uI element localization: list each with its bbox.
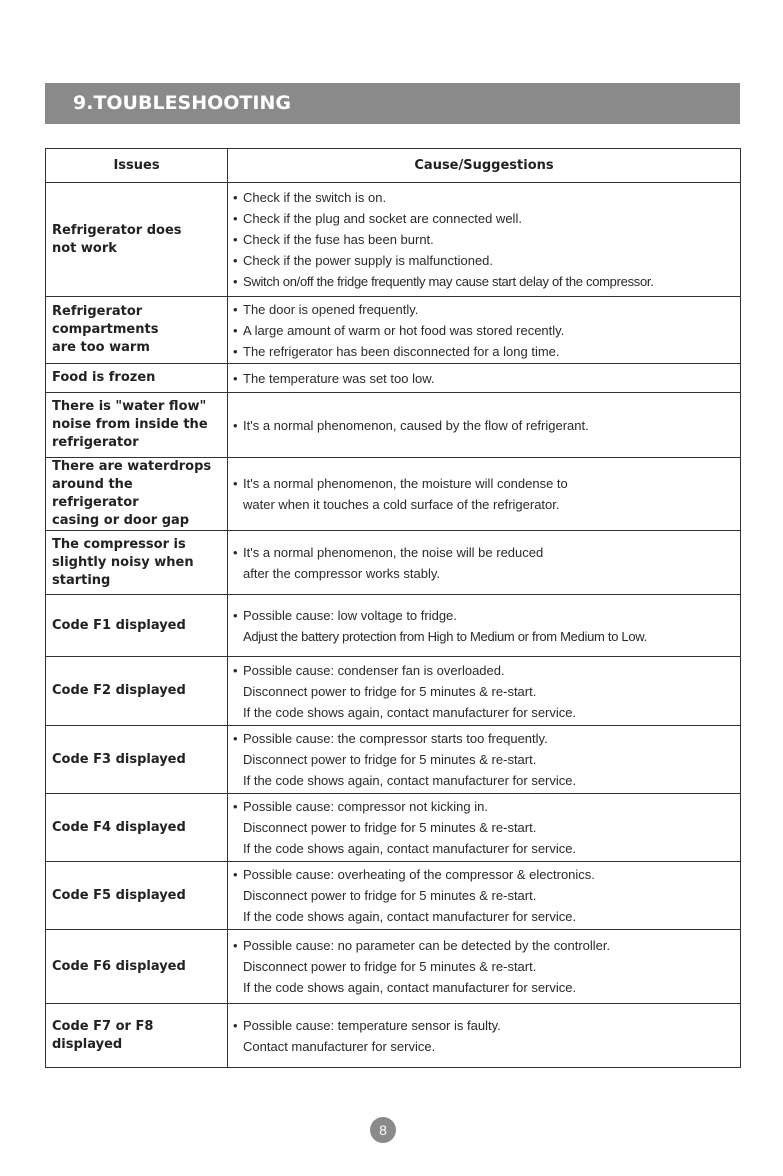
- cause-line: • The door is opened frequently.: [233, 299, 738, 320]
- table-row: [46, 862, 741, 930]
- cause-line: • Check if the power supply is malfunctioned.: [233, 250, 738, 271]
- issue-cell: Code F4 displayed: [46, 794, 228, 862]
- cause-line: • Possible cause: low voltage to fridge.: [233, 605, 738, 626]
- cause-line: • Possible cause: temperature sensor is faulty.: [233, 1015, 738, 1036]
- cause-cell: [228, 726, 741, 794]
- table-row: [46, 595, 741, 657]
- cause-cell: [228, 657, 741, 726]
- cause-line: • The refrigerator has been disconnected for a long time.: [233, 341, 738, 362]
- cause-line: • Check if the switch is on.: [233, 187, 738, 208]
- issue-cell: Code F6 displayed: [46, 930, 228, 1004]
- issues-header: Issues: [46, 149, 228, 183]
- cause-line: after the compressor works stably.: [243, 565, 440, 581]
- page-number-badge: 8: [370, 1117, 396, 1143]
- cause-line: • Possible cause: condenser fan is overloaded.: [233, 660, 738, 681]
- cause-header: Cause/Suggestions: [228, 149, 741, 183]
- cause-cell: [228, 183, 741, 297]
- table-row: [46, 531, 741, 595]
- table-row: [46, 794, 741, 862]
- cause-line: Disconnect power to fridge for 5 minutes & re-start.: [243, 888, 537, 903]
- cause-line: • It's a normal phenomenon, caused by the flow of refrigerant.: [233, 415, 738, 436]
- cause-cell: [228, 595, 741, 657]
- cause-line: • A large amount of warm or hot food was stored recently.: [233, 320, 738, 341]
- cause-line: If the code shows again, contact manufacturer for service.: [243, 704, 577, 720]
- cause-line: • The temperature was set too low.: [233, 368, 738, 389]
- cause-line: If the code shows again, contact manufacturer for service.: [243, 980, 577, 995]
- issue-cell: Refrigerator does not work: [46, 183, 228, 297]
- issue-cell: There is "water flow" noise from inside the refrigerator: [46, 393, 228, 458]
- issue-cell: Code F3 displayed: [46, 726, 228, 794]
- table-row: [46, 364, 741, 393]
- cause-cell: [228, 531, 741, 595]
- cause-line: Disconnect power to fridge for 5 minutes & re-start.: [243, 959, 537, 974]
- cause-cell: [228, 862, 741, 930]
- cause-line: If the code shows again, contact manufacturer for service.: [243, 909, 577, 924]
- cause-line: • Possible cause: compressor not kicking in.: [233, 796, 738, 817]
- cause-cell: [228, 458, 741, 531]
- cause-cell: [228, 393, 741, 458]
- cause-line: • Possible cause: overheating of the compressor & electronics.: [233, 864, 738, 885]
- issue-cell: Food is frozen: [46, 364, 228, 393]
- cause-line: • It's a normal phenomenon, the noise will be reduced: [233, 542, 738, 563]
- table-row: [46, 458, 741, 531]
- issue-cell: Code F1 displayed: [46, 595, 228, 657]
- issue-cell: There are waterdrops around the refrigerator casing or door gap: [46, 458, 228, 531]
- cause-line: • Possible cause: the compressor starts too frequently.: [233, 728, 738, 749]
- troubleshooting-table: [45, 148, 741, 1068]
- table-row: [46, 726, 741, 794]
- cause-line: • It's a normal phenomenon, the moisture will condense to: [233, 473, 738, 494]
- table-row: [46, 183, 741, 297]
- issue-cell: Code F7 or F8 displayed: [46, 1004, 228, 1068]
- cause-line: Contact manufacturer for service.: [243, 1038, 436, 1054]
- cause-line: If the code shows again, contact manufacturer for service.: [243, 841, 577, 856]
- table-row: [46, 297, 741, 364]
- cause-cell: [228, 297, 741, 364]
- cause-line: Adjust the battery protection from High to Medium or from Medium to Low.: [243, 628, 647, 644]
- cause-cell: [228, 930, 741, 1004]
- cause-line: • Possible cause: no parameter can be detected by the controller.: [233, 935, 738, 956]
- cause-line: Disconnect power to fridge for 5 minutes & re-start.: [243, 752, 537, 767]
- table-row: [46, 393, 741, 458]
- cause-cell: [228, 1004, 741, 1068]
- issue-cell: Code F2 displayed: [46, 657, 228, 726]
- cause-cell: [228, 364, 741, 393]
- cause-line: Disconnect power to fridge for 5 minutes & re-start.: [243, 820, 537, 835]
- table-row: [46, 657, 741, 726]
- cause-line: Disconnect power to fridge for 5 minutes & re-start.: [243, 683, 537, 699]
- cause-line: • Check if the plug and socket are connected well.: [233, 208, 738, 229]
- cause-line: water when it touches a cold surface of the refrigerator.: [243, 497, 560, 512]
- issue-cell: The compressor is slightly noisy when starting: [46, 531, 228, 595]
- cause-line: • Switch on/off the fridge frequently may cause start delay of the compressor.: [233, 271, 738, 292]
- cause-cell: [228, 794, 741, 862]
- issue-cell: Refrigerator compartments are too warm: [46, 297, 228, 364]
- cause-line: If the code shows again, contact manufacturer for service.: [243, 773, 577, 788]
- table-row: [46, 1004, 741, 1068]
- section-title: 9.TOUBLESHOOTING: [45, 83, 740, 124]
- cause-line: • Check if the fuse has been burnt.: [233, 229, 738, 250]
- table-header-row: [46, 149, 741, 183]
- table-row: [46, 930, 741, 1004]
- issue-cell: Code F5 displayed: [46, 862, 228, 930]
